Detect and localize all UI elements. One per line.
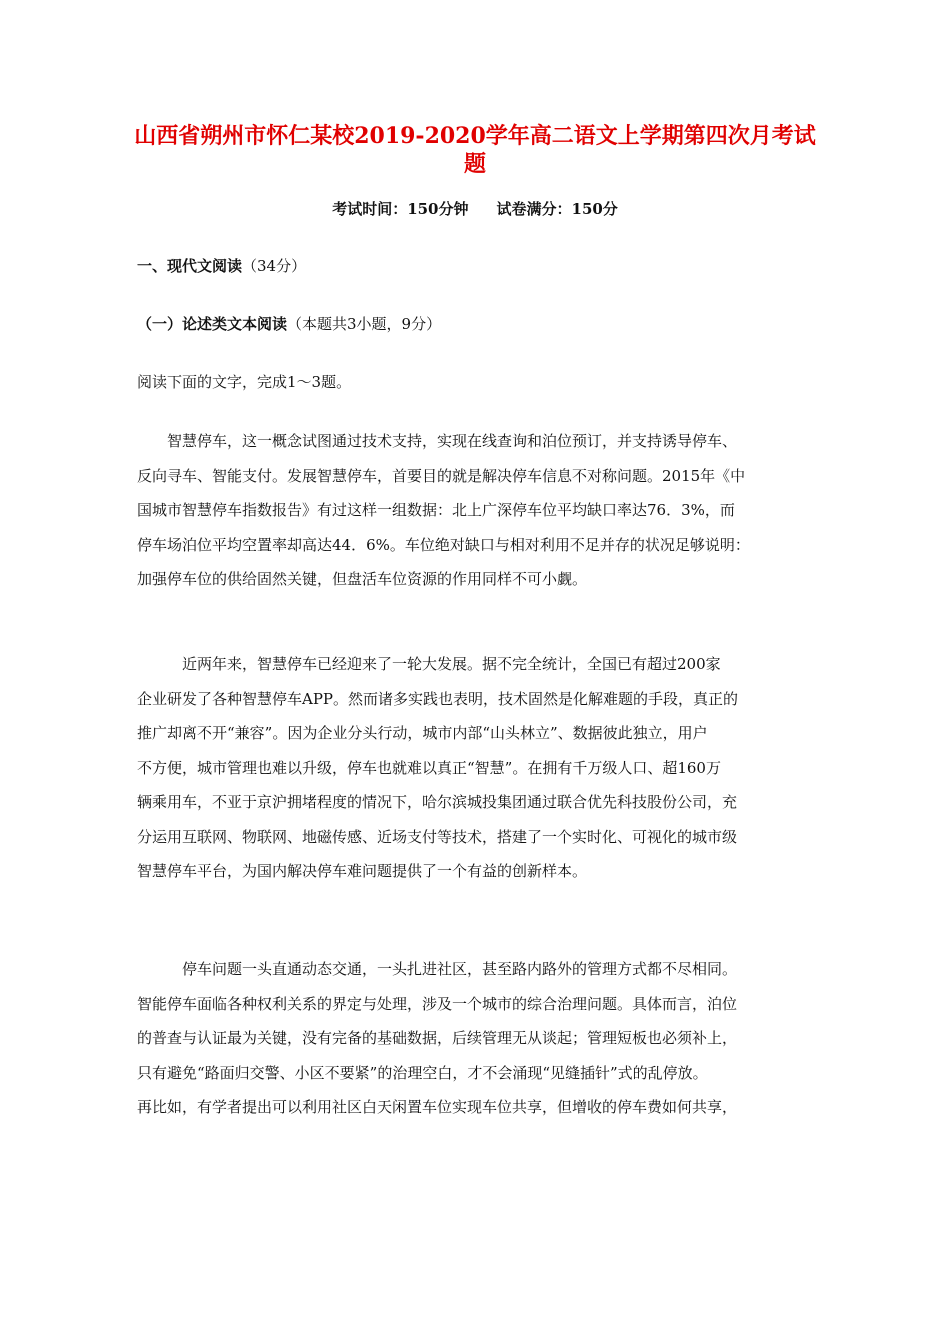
paragraph-line: 再比如，有学者提出可以利用社区白天闲置车位实现车位共享，但增收的停车费如何共享， bbox=[137, 1098, 738, 1116]
paragraph-line: 智慧停车，这一概念试图通过技术支持，实现在线查询和泊位预订，并支持诱导停车、 bbox=[137, 432, 738, 450]
subsection-note: （本题共3小题，9分） bbox=[287, 315, 442, 333]
document-title bbox=[130, 122, 820, 178]
exam-info bbox=[0, 198, 950, 220]
full-score: 试卷满分：150分 bbox=[496, 200, 618, 218]
paragraph-line: 推广却离不开“兼容”。因为企业分头行动，城市内部“山头林立”、数据彼此独立，用户 bbox=[137, 724, 708, 742]
paragraph-2 bbox=[137, 647, 837, 889]
paragraph-line: 近两年来，智慧停车已经迎来了一轮大发展。据不完全统计，全国已有超过200家 bbox=[137, 655, 721, 673]
paragraph-line: 国城市智慧停车指数报告》有过这样一组数据：北上广深停车位平均缺口率达76．3%，而 bbox=[137, 501, 735, 519]
paragraph-3 bbox=[137, 952, 837, 1125]
paragraph-line: 智慧停车平台，为国内解决停车难问题提供了一个有益的创新样本。 bbox=[137, 862, 588, 880]
paragraph-1 bbox=[137, 424, 837, 597]
paragraph-line: 辆乘用车，不亚于京沪拥堵程度的情况下，哈尔滨城投集团通过联合优先科技股份公司，充 bbox=[137, 793, 738, 811]
paragraph-line: 分运用互联网、物联网、地磁传感、近场支付等技术，搭建了一个实时化、可视化的城市级 bbox=[137, 827, 738, 846]
paragraph-line: 停车问题一头直通动态交通，一头扎进社区，甚至路内路外的管理方式都不尽相同。 bbox=[137, 960, 738, 978]
exam-time: 考试时间：150分钟 bbox=[332, 200, 469, 218]
paragraph-line: 不方便，城市管理也难以升级，停车也就难以真正“智慧”。在拥有千万级人口、超160万 bbox=[137, 758, 721, 777]
section-score: （34分） bbox=[242, 257, 307, 275]
paragraph-line: 加强停车位的供给固然关键，但盘活车位资源的作用同样不可小觑。 bbox=[137, 570, 588, 588]
reading-instruction: 阅读下面的文字，完成1～3题。 bbox=[137, 373, 352, 391]
paragraph-line: 只有避免“路面归交警、小区不要紧”的治理空白，才不会涌现“见缝插针”式的乱停放。 bbox=[137, 1063, 708, 1082]
subsection-heading bbox=[137, 313, 441, 335]
section-title: 一、现代文阅读 bbox=[137, 257, 243, 275]
title-line-2: 题 bbox=[463, 151, 486, 177]
section-heading bbox=[137, 255, 306, 277]
paragraph-line: 企业研发了各种智慧停车APP。然而诸多实践也表明，技术固然是化解难题的手段，真正的 bbox=[137, 689, 739, 708]
subsection-title: （一）论述类文本阅读 bbox=[137, 315, 288, 333]
paragraph-line: 停车场泊位平均空置率却高达44．6%。车位绝对缺口与相对利用不足并存的状况足够说明： bbox=[137, 535, 750, 554]
paragraph-line: 智能停车面临各种权利关系的界定与处理，涉及一个城市的综合治理问题。具体而言，泊位 bbox=[137, 994, 738, 1013]
title-line-1: 山西省朔州市怀仁某校2019-2020学年高二语文上学期第四次月考试 bbox=[134, 123, 816, 149]
paragraph-line: 反向寻车、智能支付。发展智慧停车，首要目的就是解决停车信息不对称问题。2015年《中 bbox=[137, 466, 746, 485]
paragraph-line: 的普查与认证最为关键，没有完备的基础数据，后续管理无从谈起；管理短板也必须补上， bbox=[137, 1029, 738, 1047]
